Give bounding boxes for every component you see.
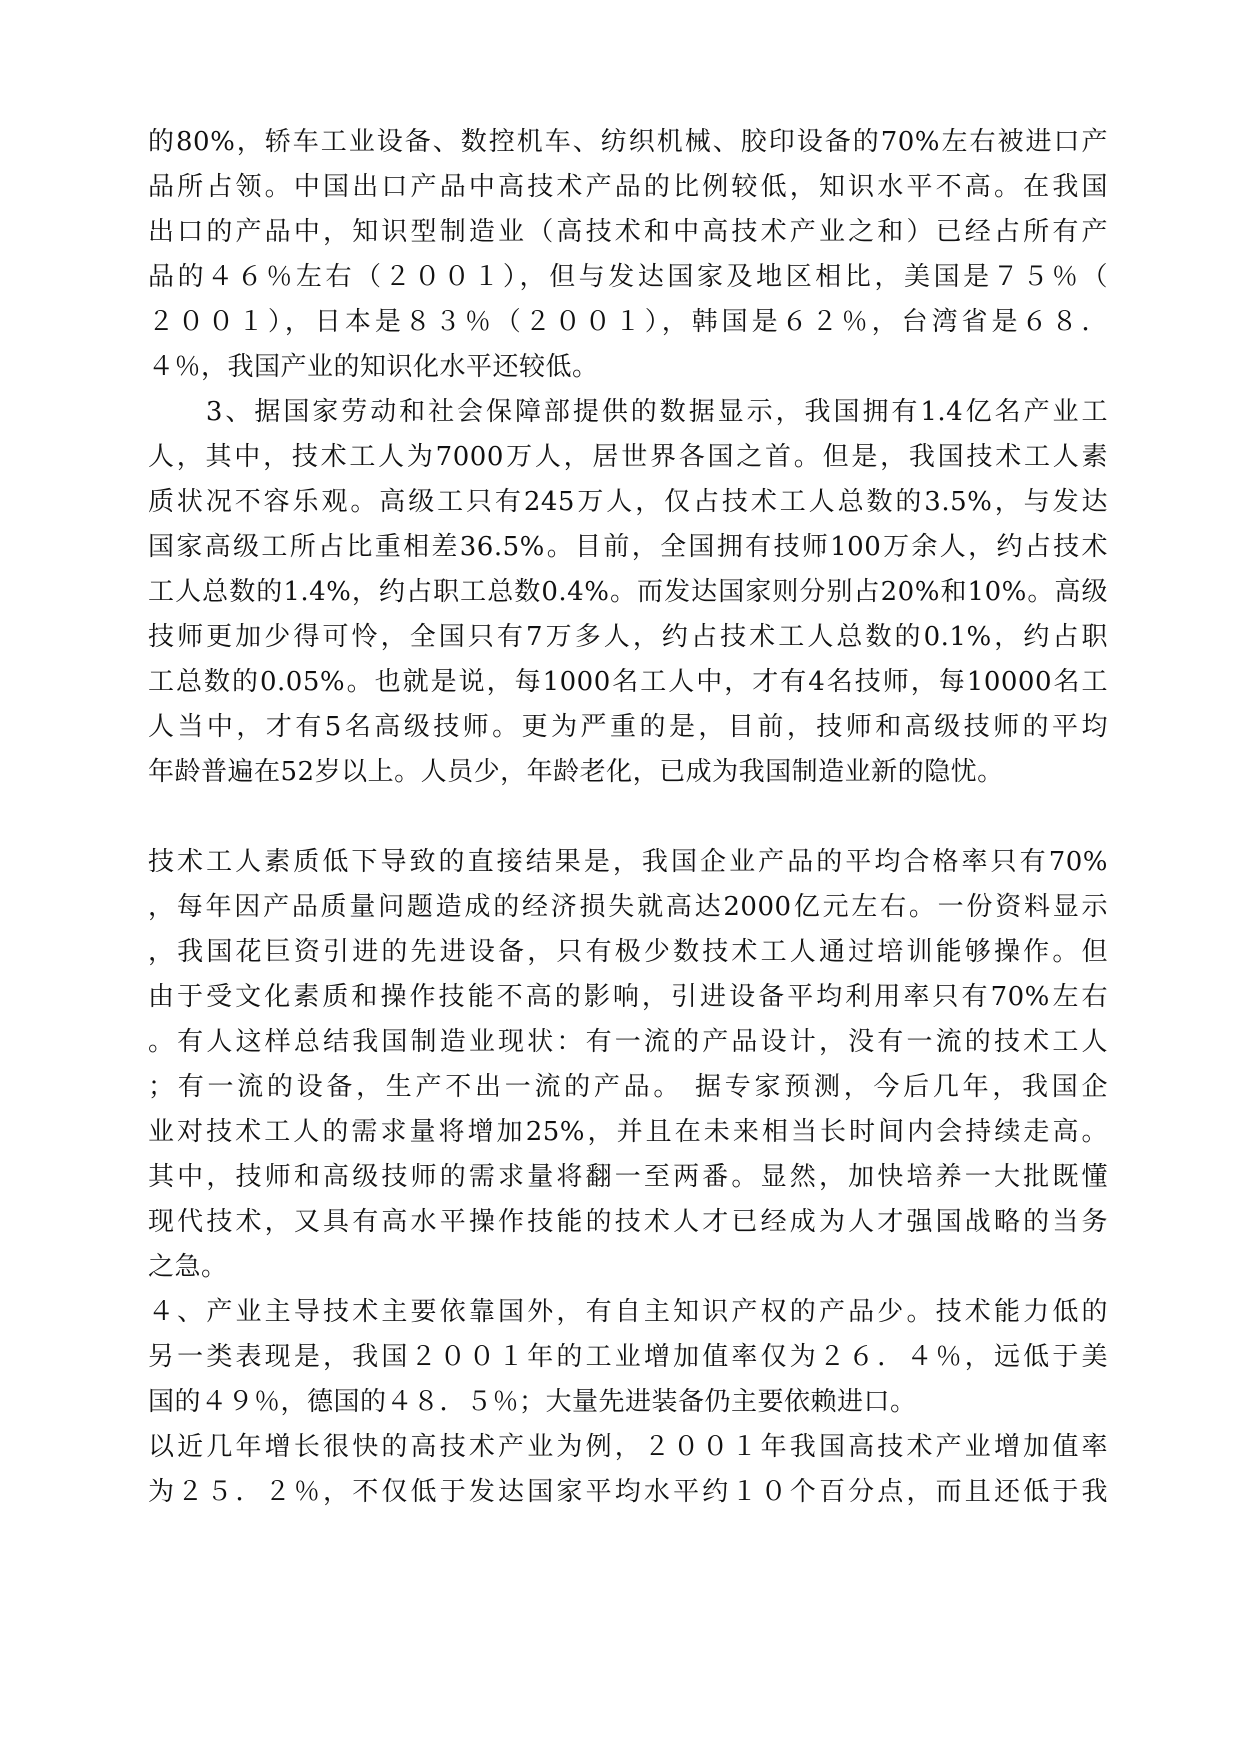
text-line: 3、据国家劳动和社会保障部提供的数据显示，我国拥有1.4亿名产业工 [148, 397, 1108, 427]
text-line: 之急。 [148, 1252, 228, 1282]
text-line: ，我国花巨资引进的先进设备，只有极少数技术工人通过培训能够操作。但 [148, 937, 1108, 967]
text-line: 工总数的0.05%。也就是说，每1000名工人中，才有4名技师，每10000名工 [148, 667, 1108, 697]
text-line: ２００１），日本是８３％（２００１），韩国是６２％，台湾省是６８． [148, 307, 1108, 337]
document-page [148, 120, 1108, 1515]
text-line: 。有人这样总结我国制造业现状：有一流的产品设计，没有一流的技术工人 [148, 1027, 1108, 1057]
text-line: 另一类表现是，我国２００１年的工业增加值率仅为２６．４％，远低于美 [148, 1342, 1108, 1372]
text-line: 品所占领。中国出口产品中高技术产品的比例较低，知识水平不高。在我国 [148, 172, 1108, 202]
text-line: 技师更加少得可怜，全国只有7万多人，约占技术工人总数的0.1%，约占职 [148, 622, 1108, 652]
text-line: 人当中，才有5名高级技师。更为严重的是，目前，技师和高级技师的平均 [148, 712, 1108, 742]
text-line: 品的４６％左右（２００１），但与发达国家及地区相比，美国是７５％（ [148, 262, 1108, 292]
text-line: ，每年因产品质量问题造成的经济损失就高达2000亿元左右。一份资料显示 [148, 892, 1108, 922]
text-line: 国的４９％，德国的４８．５％；大量先进装备仍主要依赖进口。 [148, 1387, 917, 1417]
text-line: 人，其中，技术工人为7000万人，居世界各国之首。但是，我国技术工人素 [148, 442, 1108, 472]
text-line: ４％，我国产业的知识化水平还较低。 [148, 352, 599, 382]
text-line: 的80%，轿车工业设备、数控机车、纺织机械、胶印设备的70%左右被进口产 [148, 127, 1108, 157]
text-line: 质状况不容乐观。高级工只有245万人，仅占技术工人总数的3.5%，与发达 [148, 487, 1108, 517]
text-line: 出口的产品中，知识型制造业（高技术和中高技术产业之和）已经占所有产 [148, 217, 1108, 247]
text-line: 国家高级工所占比重相差36.5%。目前，全国拥有技师100万余人，约占技术 [148, 532, 1108, 562]
text-line: ；有一流的设备，生产不出一流的产品。 据专家预测，今后几年，我国企 [148, 1072, 1108, 1102]
text-line: 技术工人素质低下导致的直接结果是，我国企业产品的平均合格率只有70% [148, 847, 1108, 877]
text-line: 由于受文化素质和操作技能不高的影响，引进设备平均利用率只有70%左右 [148, 982, 1108, 1012]
text-line: 其中，技师和高级技师的需求量将翻一至两番。显然，加快培养一大批既懂 [148, 1162, 1108, 1192]
text-line: 以近几年增长很快的高技术产业为例，２００１年我国高技术产业增加值率 [148, 1432, 1108, 1462]
text-line: ４、产业主导技术主要依靠国外，有自主知识产权的产品少。技术能力低的 [148, 1297, 1108, 1327]
text-line: 年龄普遍在52岁以上。人员少，年龄老化，已成为我国制造业新的隐忧。 [148, 757, 1004, 787]
blank-line [148, 795, 1108, 840]
text-line: 现代技术，又具有高水平操作技能的技术人才已经成为人才强国战略的当务 [148, 1207, 1108, 1237]
text-line: 为２５．２％，不仅低于发达国家平均水平约１０个百分点，而且还低于我 [148, 1477, 1108, 1507]
text-line: 工人总数的1.4%，约占职工总数0.4%。而发达国家则分别占20%和10%。高级 [148, 577, 1108, 607]
text-line: 业对技术工人的需求量将增加25%，并且在未来相当长时间内会持续走高。 [148, 1117, 1108, 1147]
